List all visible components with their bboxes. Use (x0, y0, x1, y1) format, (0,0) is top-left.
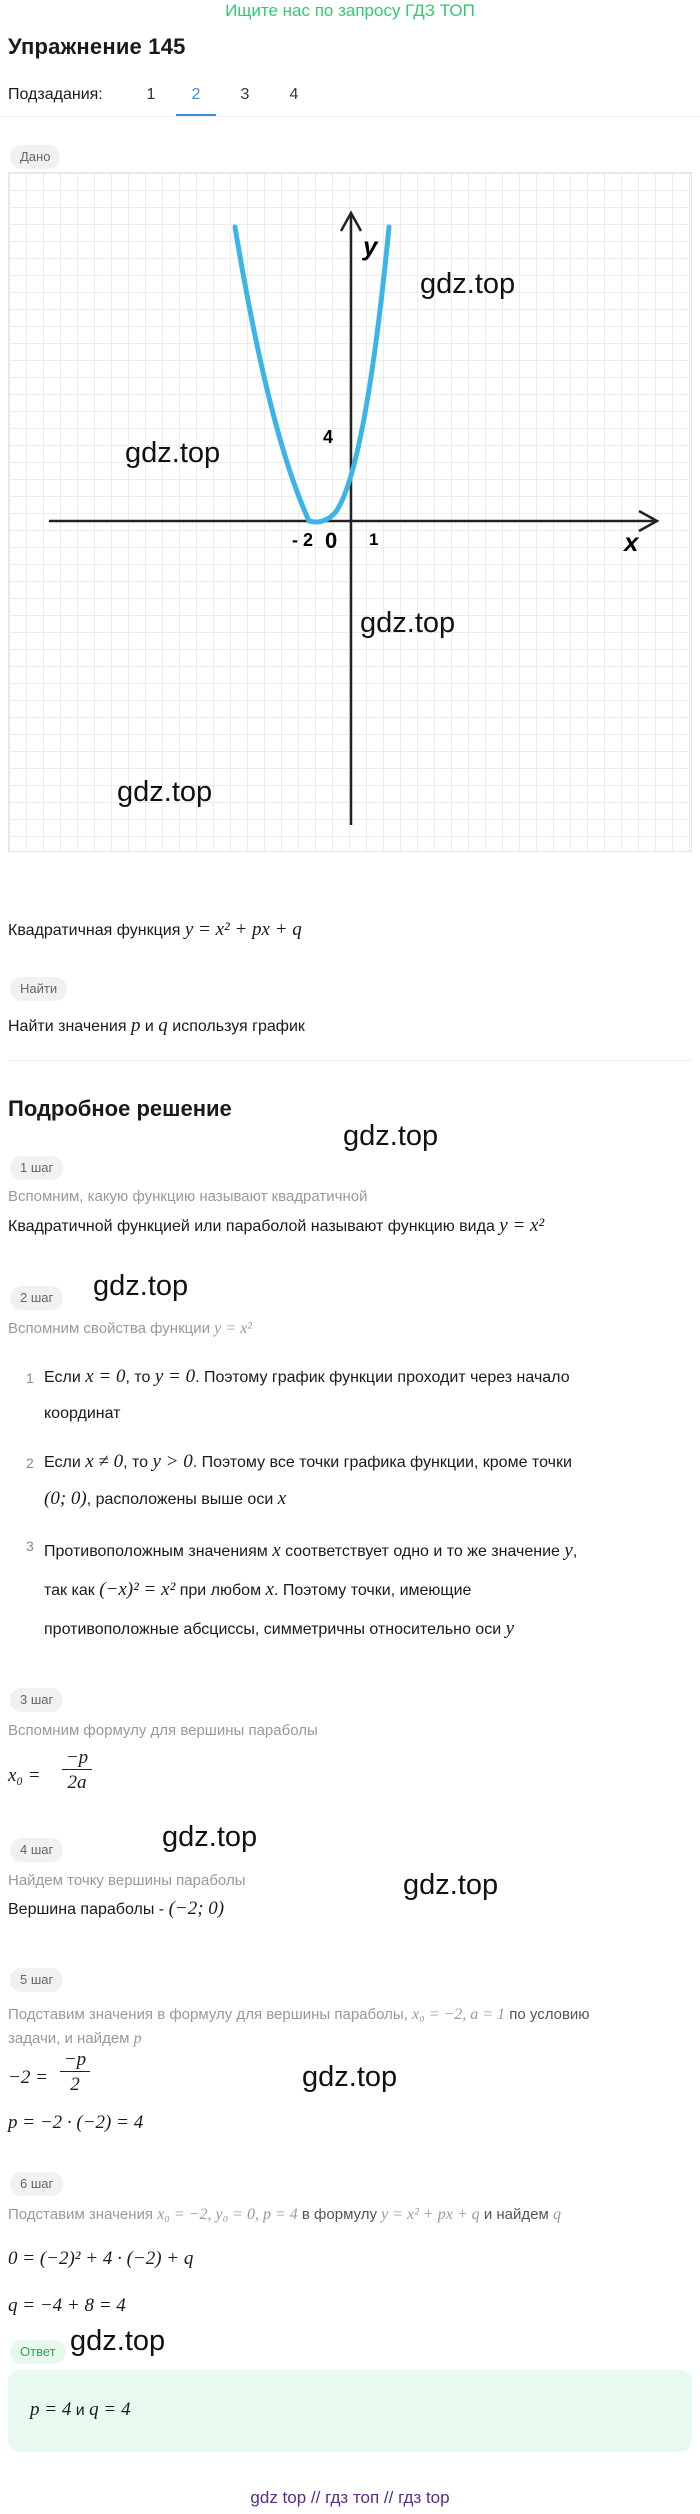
list-item-1-formula-1: x = 0 (85, 1366, 126, 1387)
label-1: 1 (369, 530, 379, 549)
step-5-hint-a: Подставим значения в формулу для вершины параболы, (8, 2006, 408, 2023)
given-function-formula: y = x² + px + q (184, 919, 302, 940)
find-text-before: Найти значения (8, 1018, 127, 1035)
list-item-1-text-b: , то (125, 1369, 151, 1386)
list-item-2-formula-2: y > 0 (152, 1451, 193, 1472)
step-4-hint: Найдем точку вершины параболы (8, 1872, 246, 1889)
step-3-denominator: 2a (67, 1772, 87, 1793)
tab-subtask-4[interactable]: 4 (289, 86, 299, 103)
list-item-3-text-b: соответствует одно и то же значение (285, 1543, 560, 1560)
tab-subtask-2[interactable]: 2 (191, 86, 201, 103)
step-3-lhs: x₀ = (8, 1765, 41, 1786)
watermark: gdz.top (420, 268, 516, 300)
step-4-text (8, 1896, 224, 1923)
list-item-2-text-c: . Поэтому все точки графика функции, кроме точки (192, 1454, 572, 1471)
answer-badge: Ответ (10, 2340, 66, 2364)
list-item-3-text-c: , (572, 1543, 578, 1560)
watermark: gdz.top (125, 437, 221, 469)
list-item-2-formula-3: (0; 0) (44, 1488, 87, 1509)
step-1-badge: 1 шаг (10, 1156, 63, 1180)
step-5-hint-formula: x₀ = −2, a = 1 (412, 2006, 506, 2023)
step-5-eq1-lhs: −2 = (8, 2067, 48, 2088)
step-6-hint-a: Подставим значения (8, 2206, 154, 2223)
step-5-badge: 5 шаг (10, 1968, 63, 1992)
list-item-2-text-b: , то (123, 1454, 149, 1471)
list-number-1: 1 (26, 1370, 34, 1386)
label-4: 4 (323, 427, 334, 447)
list-item-1-text-c: . Поэтому график функции проходит через начало (195, 1369, 570, 1386)
list-item-2-text-a: Если (44, 1454, 81, 1471)
step-6-eq1: 0 = (−2)² + 4 · (−2) + q (8, 2248, 194, 2269)
step-6-eq2: q = −4 + 8 = 4 (8, 2295, 126, 2316)
list-item-3-formula-4: x (265, 1579, 274, 1600)
list-item-3-text-d: так как (44, 1582, 95, 1599)
list-item-1 (44, 1364, 570, 1437)
tabs-divider (0, 116, 700, 117)
answer-formula-1: p = 4 (30, 2399, 72, 2420)
section-divider (8, 1060, 692, 1061)
page-title: Упражнение 145 (8, 34, 186, 59)
given-function-text: Квадратичная функция (8, 922, 181, 939)
answer-formula-2: q = 4 (89, 2399, 131, 2420)
step-1-text (8, 1213, 544, 1240)
watermark: gdz.top (93, 1270, 189, 1302)
watermark: gdz.top (360, 607, 456, 639)
list-item-3-formula-1: x (272, 1540, 281, 1561)
step-6-hint-b: в формулу (301, 2206, 377, 2223)
watermark: gdz.top (302, 2061, 398, 2093)
step-3-hint: Вспомним формулу для вершины параболы (8, 1722, 318, 1739)
step-2-badge: 2 шаг (10, 1286, 63, 1310)
step-5-hint-formula-2: p (133, 2030, 142, 2047)
list-item-2-formula-1: x ≠ 0 (85, 1451, 124, 1472)
list-number-2: 2 (26, 1455, 34, 1471)
solution-heading: Подробное решение (8, 1096, 232, 1121)
step-5-hint-line2: задачи, и найдем (8, 2030, 130, 2047)
list-item-3-text-g: противоположные абсциссы, симметричны относительно оси (44, 1621, 502, 1638)
list-item-2-text-d: , расположены выше оси (86, 1491, 274, 1508)
list-number-3: 3 (26, 1538, 34, 1554)
step-4-sentence: Вершина параболы - (8, 1901, 165, 1918)
given-badge: Дано (10, 145, 60, 169)
find-q: q (158, 1015, 168, 1036)
step-2-hint (8, 1320, 252, 1338)
y-axis-label: y (363, 231, 378, 261)
find-and: и (144, 1018, 154, 1035)
footer-links[interactable]: gdz top // гдз топ // гдз top (250, 2488, 450, 2507)
label-minus-2: - 2 (292, 530, 314, 550)
step-5-eq1-denominator: 2 (70, 2074, 80, 2095)
watermark: gdz.top (403, 1869, 499, 1901)
subtasks-label: Подзадания: (8, 86, 103, 103)
step-2-hint-formula: y = x² (214, 1320, 252, 1337)
answer-text (30, 2397, 131, 2424)
parabola-figure (8, 172, 692, 852)
parabola-graph (9, 173, 692, 852)
tab-subtask-1[interactable]: 1 (146, 86, 156, 103)
step-6-hint (8, 2206, 561, 2224)
step-5-eq2: p = −2 · (−2) = 4 (8, 2112, 144, 2133)
step-6-hint-formula-2: y = x² + px + q (381, 2206, 480, 2223)
step-6-hint-formula: x₀ = −2, y₀ = 0, p = 4 (157, 2206, 298, 2223)
list-item-3-formula-3: (−x)² = x² (99, 1579, 176, 1600)
step-5-hint (8, 2003, 590, 2051)
step-3-numerator: −p (62, 1747, 92, 1770)
step-6-hint-c: и найдем (483, 2206, 549, 2223)
given-function (8, 917, 302, 944)
list-item-1-text-a: Если (44, 1369, 81, 1386)
step-1-formula: y = x² (499, 1215, 545, 1236)
watermark: gdz.top (343, 1120, 439, 1152)
watermark: gdz.top (117, 776, 213, 808)
step-6-badge: 6 шаг (10, 2172, 63, 2196)
list-item-2 (44, 1449, 572, 1523)
step-3-badge: 3 шаг (10, 1688, 63, 1712)
tab-subtask-3[interactable]: 3 (240, 86, 250, 103)
find-text (8, 1013, 305, 1040)
list-item-2-formula-4: x (277, 1488, 287, 1509)
list-item-3-text-f: . Поэтому точки, имеющие (273, 1582, 472, 1599)
list-item-3-formula-5: y (505, 1618, 515, 1639)
step-6-hint-formula-3: q (552, 2206, 561, 2223)
step-2-hint-text: Вспомним свойства функции (8, 1320, 210, 1337)
watermark: gdz.top (162, 1821, 258, 1853)
active-tab-indicator (176, 114, 216, 116)
find-p: p (130, 1015, 141, 1036)
step-1-sentence: Квадратичной функцией или параболой называют функцию вида (8, 1218, 495, 1235)
list-item-3-text-e: при любом (179, 1582, 262, 1599)
list-item-3-text-a: Противоположным значениям (44, 1543, 268, 1560)
parabola-curve (235, 227, 389, 522)
label-0: 0 (325, 528, 338, 553)
step-5-hint-b: по условию (509, 2006, 590, 2023)
search-banner: Ищите нас по запросу ГДЗ ТОП (225, 1, 475, 20)
answer-and: и (75, 2402, 85, 2419)
step-5-eq1-numerator: −p (60, 2049, 90, 2072)
find-text-after: используя график (172, 1018, 305, 1035)
step-4-badge: 4 шаг (10, 1838, 63, 1862)
list-item-1-formula-2: y = 0 (154, 1366, 196, 1387)
list-item-1-line-2: координат (44, 1405, 121, 1422)
x-axis-label: x (624, 527, 639, 557)
step-4-formula: (−2; 0) (168, 1898, 225, 1919)
list-item-3-formula-2: y (564, 1540, 573, 1561)
list-item-3 (44, 1532, 577, 1649)
step-1-hint: Вспомним, какую функцию называют квадратичной (8, 1188, 368, 1205)
watermark: gdz.top (70, 2325, 166, 2357)
find-badge: Найти (10, 977, 67, 1001)
